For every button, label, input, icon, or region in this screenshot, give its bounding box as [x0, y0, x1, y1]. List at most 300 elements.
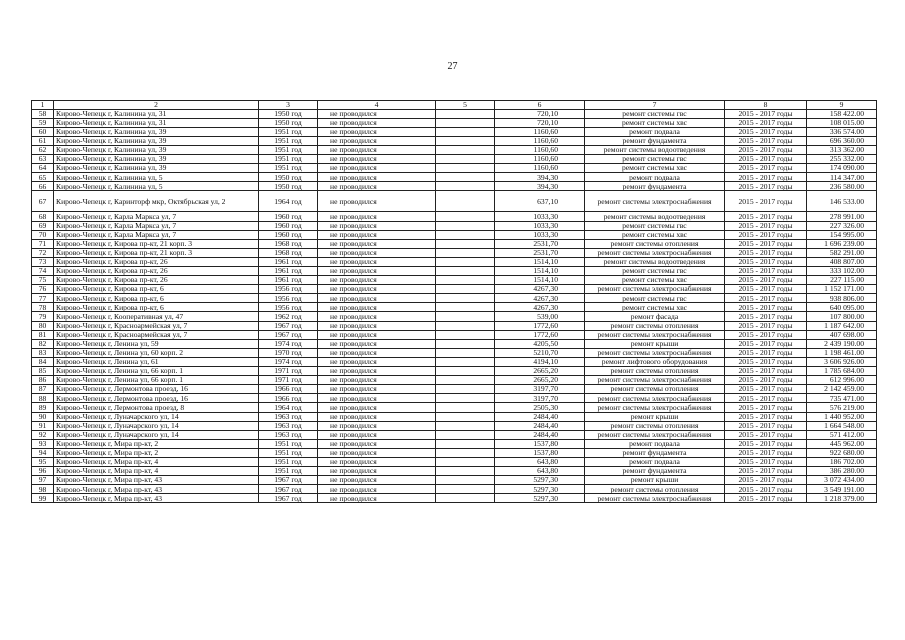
- table-row: [32, 118, 877, 127]
- work-type: ремонт системы электроснабжения: [585, 191, 725, 212]
- repair-cost: 336 574.00: [807, 127, 877, 136]
- build-year: 1951 год: [259, 164, 318, 173]
- row-number: 74: [32, 267, 54, 276]
- row-number: 77: [32, 294, 54, 303]
- work-type: ремонт системы отопления: [585, 321, 725, 330]
- total-area: 2505,30: [495, 403, 585, 412]
- build-year: 1956 год: [259, 285, 318, 294]
- row-number: 97: [32, 476, 54, 485]
- total-area: 4194,10: [495, 357, 585, 366]
- work-type: ремонт системы хвс: [585, 303, 725, 312]
- work-type: ремонт фундамента: [585, 448, 725, 457]
- build-year: 1974 год: [259, 357, 318, 366]
- build-year: 1950 год: [259, 173, 318, 182]
- blank-cell: [436, 173, 495, 182]
- repair-period: 2015 - 2017 годы: [725, 439, 807, 448]
- blank-cell: [436, 312, 495, 321]
- repair-period: 2015 - 2017 годы: [725, 485, 807, 494]
- build-year: 1967 год: [259, 494, 318, 503]
- address: Кирово-Чепецк г, Кирова пр-кт, 6: [54, 285, 259, 294]
- address: Кирово-Чепецк г, Карла Маркса ул, 7: [54, 230, 259, 239]
- repair-period: 2015 - 2017 годы: [725, 394, 807, 403]
- column-header: 8: [725, 101, 807, 110]
- total-area: 1033,30: [495, 212, 585, 221]
- repair-cost: 313 362.00: [807, 145, 877, 154]
- address: Кирово-Чепецк г, Кирова пр-кт, 6: [54, 294, 259, 303]
- last-repair-year: не проводился: [318, 212, 436, 221]
- repair-period: 2015 - 2017 годы: [725, 448, 807, 457]
- last-repair-year: не проводился: [318, 421, 436, 430]
- table-row: [32, 321, 877, 330]
- row-number: 86: [32, 376, 54, 385]
- row-number: 65: [32, 173, 54, 182]
- table-row: [32, 155, 877, 164]
- row-number: 78: [32, 303, 54, 312]
- last-repair-year: не проводился: [318, 330, 436, 339]
- repair-period: 2015 - 2017 годы: [725, 430, 807, 439]
- build-year: 1951 год: [259, 467, 318, 476]
- last-repair-year: не проводился: [318, 321, 436, 330]
- repair-period: 2015 - 2017 годы: [725, 239, 807, 248]
- repair-period: 2015 - 2017 годы: [725, 109, 807, 118]
- build-year: 1971 год: [259, 367, 318, 376]
- total-area: 2531,70: [495, 248, 585, 257]
- last-repair-year: не проводился: [318, 145, 436, 154]
- work-type: ремонт фундамента: [585, 136, 725, 145]
- table-row: [32, 494, 877, 503]
- blank-cell: [436, 412, 495, 421]
- repair-cost: 3 549 191.00: [807, 485, 877, 494]
- table-row: [32, 403, 877, 412]
- last-repair-year: не проводился: [318, 348, 436, 357]
- build-year: 1960 год: [259, 212, 318, 221]
- address: Кирово-Чепецк г, Кирова пр-кт, 21 корп. 3: [54, 248, 259, 257]
- row-number: 99: [32, 494, 54, 503]
- repair-cost: 582 291.00: [807, 248, 877, 257]
- blank-cell: [436, 430, 495, 439]
- repair-period: 2015 - 2017 годы: [725, 303, 807, 312]
- build-year: 1964 год: [259, 191, 318, 212]
- repair-cost: 3 606 926.00: [807, 357, 877, 366]
- table-row: [32, 276, 877, 285]
- repair-period: 2015 - 2017 годы: [725, 145, 807, 154]
- blank-cell: [436, 248, 495, 257]
- work-type: ремонт подвала: [585, 439, 725, 448]
- build-year: 1956 год: [259, 303, 318, 312]
- row-number: 72: [32, 248, 54, 257]
- table-row: [32, 267, 877, 276]
- repair-period: 2015 - 2017 годы: [725, 257, 807, 266]
- column-header: 5: [436, 101, 495, 110]
- address: Кирово-Чепецк г, Кирова пр-кт, 21 корп. 3: [54, 239, 259, 248]
- repair-period: 2015 - 2017 годы: [725, 312, 807, 321]
- build-year: 1967 год: [259, 330, 318, 339]
- last-repair-year: не проводился: [318, 494, 436, 503]
- row-number: 92: [32, 430, 54, 439]
- repair-cost: 154 995.00: [807, 230, 877, 239]
- blank-cell: [436, 230, 495, 239]
- build-year: 1967 год: [259, 485, 318, 494]
- blank-cell: [436, 421, 495, 430]
- blank-cell: [436, 448, 495, 457]
- blank-cell: [436, 155, 495, 164]
- work-type: ремонт системы отопления: [585, 239, 725, 248]
- total-area: 2665,20: [495, 367, 585, 376]
- table-row: [32, 127, 877, 136]
- work-type: ремонт фундамента: [585, 467, 725, 476]
- build-year: 1951 год: [259, 448, 318, 457]
- repair-period: 2015 - 2017 годы: [725, 230, 807, 239]
- total-area: 5297,30: [495, 485, 585, 494]
- last-repair-year: не проводился: [318, 467, 436, 476]
- blank-cell: [436, 221, 495, 230]
- table-row: [32, 439, 877, 448]
- repair-period: 2015 - 2017 годы: [725, 127, 807, 136]
- last-repair-year: не проводился: [318, 285, 436, 294]
- blank-cell: [436, 109, 495, 118]
- blank-cell: [436, 294, 495, 303]
- repair-cost: 1 152 171.00: [807, 285, 877, 294]
- last-repair-year: не проводился: [318, 118, 436, 127]
- work-type: ремонт крыши: [585, 339, 725, 348]
- row-number: 58: [32, 109, 54, 118]
- repair-period: 2015 - 2017 годы: [725, 248, 807, 257]
- repair-period: 2015 - 2017 годы: [725, 403, 807, 412]
- build-year: 1967 год: [259, 321, 318, 330]
- total-area: 643,80: [495, 457, 585, 466]
- build-year: 1951 год: [259, 145, 318, 154]
- last-repair-year: не проводился: [318, 448, 436, 457]
- repair-registry-table: [31, 100, 877, 503]
- table-row: [32, 457, 877, 466]
- build-year: 1967 год: [259, 476, 318, 485]
- table-body: [32, 101, 877, 503]
- work-type: ремонт системы электроснабжения: [585, 330, 725, 339]
- last-repair-year: не проводился: [318, 412, 436, 421]
- work-type: ремонт лифтового оборудования: [585, 357, 725, 366]
- last-repair-year: не проводился: [318, 164, 436, 173]
- row-number: 82: [32, 339, 54, 348]
- blank-cell: [436, 164, 495, 173]
- total-area: 2531,70: [495, 239, 585, 248]
- row-number: 87: [32, 385, 54, 394]
- column-header: 1: [32, 101, 54, 110]
- work-type: ремонт крыши: [585, 412, 725, 421]
- table-row: [32, 312, 877, 321]
- repair-period: 2015 - 2017 годы: [725, 376, 807, 385]
- build-year: 1951 год: [259, 439, 318, 448]
- work-type: ремонт системы хвс: [585, 276, 725, 285]
- blank-cell: [436, 136, 495, 145]
- table-row: [32, 467, 877, 476]
- build-year: 1963 год: [259, 430, 318, 439]
- last-repair-year: не проводился: [318, 136, 436, 145]
- blank-cell: [436, 403, 495, 412]
- repair-cost: 227 115.00: [807, 276, 877, 285]
- work-type: ремонт системы отопления: [585, 485, 725, 494]
- table-row: [32, 430, 877, 439]
- repair-period: 2015 - 2017 годы: [725, 330, 807, 339]
- table-row: [32, 136, 877, 145]
- repair-cost: 576 219.00: [807, 403, 877, 412]
- table-row: [32, 145, 877, 154]
- blank-cell: [436, 118, 495, 127]
- build-year: 1974 год: [259, 339, 318, 348]
- build-year: 1950 год: [259, 118, 318, 127]
- work-type: ремонт системы электроснабжения: [585, 394, 725, 403]
- row-number: 63: [32, 155, 54, 164]
- address: Кирово-Чепецк г, Мира пр-кт, 43: [54, 476, 259, 485]
- work-type: ремонт системы хвс: [585, 118, 725, 127]
- table-row: [32, 303, 877, 312]
- repair-cost: 114 347.00: [807, 173, 877, 182]
- blank-cell: [436, 367, 495, 376]
- row-number: 93: [32, 439, 54, 448]
- address: Кирово-Чепецк г, Мира пр-кт, 43: [54, 485, 259, 494]
- total-area: 720,10: [495, 118, 585, 127]
- total-area: 394,30: [495, 173, 585, 182]
- address: Кирово-Чепецк г, Мира пр-кт, 4: [54, 457, 259, 466]
- repair-cost: 735 471.00: [807, 394, 877, 403]
- repair-period: 2015 - 2017 годы: [725, 276, 807, 285]
- address: Кирово-Чепецк г, Калинина ул, 39: [54, 164, 259, 173]
- address: Кирово-Чепецк г, Мира пр-кт, 43: [54, 494, 259, 503]
- repair-period: 2015 - 2017 годы: [725, 476, 807, 485]
- build-year: 1961 год: [259, 257, 318, 266]
- work-type: ремонт подвала: [585, 127, 725, 136]
- work-type: ремонт системы электроснабжения: [585, 376, 725, 385]
- last-repair-year: не проводился: [318, 485, 436, 494]
- build-year: 1962 год: [259, 312, 318, 321]
- repair-cost: 146 533.00: [807, 191, 877, 212]
- blank-cell: [436, 303, 495, 312]
- row-number: 94: [32, 448, 54, 457]
- blank-cell: [436, 467, 495, 476]
- total-area: 1514,10: [495, 267, 585, 276]
- table-row: [32, 421, 877, 430]
- address: Кирово-Чепецк г, Луначарского ул, 14: [54, 412, 259, 421]
- last-repair-year: не проводился: [318, 457, 436, 466]
- last-repair-year: не проводился: [318, 339, 436, 348]
- last-repair-year: не проводился: [318, 109, 436, 118]
- build-year: 1951 год: [259, 136, 318, 145]
- work-type: ремонт системы водоотведения: [585, 145, 725, 154]
- table-row: [32, 164, 877, 173]
- table-row: [32, 230, 877, 239]
- repair-period: 2015 - 2017 годы: [725, 118, 807, 127]
- address: Кирово-Чепецк г, Кирова пр-кт, 26: [54, 267, 259, 276]
- row-number: 98: [32, 485, 54, 494]
- blank-cell: [436, 330, 495, 339]
- build-year: 1951 год: [259, 127, 318, 136]
- blank-cell: [436, 276, 495, 285]
- total-area: 1033,30: [495, 221, 585, 230]
- row-number: 60: [32, 127, 54, 136]
- address: Кирово-Чепецк г, Мира пр-кт, 4: [54, 467, 259, 476]
- address: Кирово-Чепецк г, Калинина ул, 5: [54, 173, 259, 182]
- repair-period: 2015 - 2017 годы: [725, 164, 807, 173]
- address: Кирово-Чепецк г, Калинина ул, 31: [54, 109, 259, 118]
- last-repair-year: не проводился: [318, 439, 436, 448]
- blank-cell: [436, 439, 495, 448]
- repair-cost: 227 326.00: [807, 221, 877, 230]
- table-row: [32, 191, 877, 212]
- repair-cost: 107 800.00: [807, 312, 877, 321]
- total-area: 1033,30: [495, 230, 585, 239]
- total-area: 3197,70: [495, 385, 585, 394]
- total-area: 1160,60: [495, 155, 585, 164]
- work-type: ремонт системы электроснабжения: [585, 348, 725, 357]
- build-year: 1956 год: [259, 294, 318, 303]
- table-row: [32, 182, 877, 191]
- table-row: [32, 385, 877, 394]
- table-row: [32, 248, 877, 257]
- total-area: 1514,10: [495, 276, 585, 285]
- blank-cell: [436, 476, 495, 485]
- repair-cost: 255 332.00: [807, 155, 877, 164]
- blank-cell: [436, 191, 495, 212]
- table-row: [32, 294, 877, 303]
- row-number: 69: [32, 221, 54, 230]
- blank-cell: [436, 182, 495, 191]
- address: Кирово-Чепецк г, Лермонтова проезд, 16: [54, 385, 259, 394]
- repair-period: 2015 - 2017 годы: [725, 421, 807, 430]
- address: Кирово-Чепецк г, Калинина ул, 39: [54, 155, 259, 164]
- row-number: 59: [32, 118, 54, 127]
- last-repair-year: не проводился: [318, 127, 436, 136]
- blank-cell: [436, 394, 495, 403]
- last-repair-year: не проводился: [318, 303, 436, 312]
- work-type: ремонт системы гвс: [585, 267, 725, 276]
- repair-period: 2015 - 2017 годы: [725, 457, 807, 466]
- address: Кирово-Чепецк г, Кирова пр-кт, 26: [54, 257, 259, 266]
- address: Кирово-Чепецк г, Калинина ул, 5: [54, 182, 259, 191]
- column-header: 4: [318, 101, 436, 110]
- build-year: 1951 год: [259, 457, 318, 466]
- last-repair-year: не проводился: [318, 248, 436, 257]
- table-row: [32, 285, 877, 294]
- column-header: 2: [54, 101, 259, 110]
- repair-cost: 386 280.00: [807, 467, 877, 476]
- row-number: 62: [32, 145, 54, 154]
- repair-period: 2015 - 2017 годы: [725, 467, 807, 476]
- address: Кирово-Чепецк г, Мира пр-кт, 2: [54, 448, 259, 457]
- row-number: 61: [32, 136, 54, 145]
- repair-cost: 696 360.00: [807, 136, 877, 145]
- blank-cell: [436, 357, 495, 366]
- row-number: 70: [32, 230, 54, 239]
- table-row: [32, 257, 877, 266]
- repair-cost: 3 072 434.00: [807, 476, 877, 485]
- repair-period: 2015 - 2017 годы: [725, 191, 807, 212]
- repair-cost: 108 015.00: [807, 118, 877, 127]
- last-repair-year: не проводился: [318, 376, 436, 385]
- blank-cell: [436, 457, 495, 466]
- repair-period: 2015 - 2017 годы: [725, 182, 807, 191]
- row-number: 76: [32, 285, 54, 294]
- repair-period: 2015 - 2017 годы: [725, 294, 807, 303]
- work-type: ремонт системы водоотведения: [585, 212, 725, 221]
- build-year: 1971 год: [259, 376, 318, 385]
- last-repair-year: не проводился: [318, 221, 436, 230]
- total-area: 4267,30: [495, 294, 585, 303]
- work-type: ремонт системы гвс: [585, 155, 725, 164]
- work-type: ремонт системы гвс: [585, 294, 725, 303]
- repair-cost: 938 806.00: [807, 294, 877, 303]
- total-area: 1537,80: [495, 439, 585, 448]
- row-number: 67: [32, 191, 54, 212]
- repair-cost: 1 785 684.00: [807, 367, 877, 376]
- total-area: 539,00: [495, 312, 585, 321]
- work-type: ремонт подвала: [585, 457, 725, 466]
- row-number: 96: [32, 467, 54, 476]
- row-number: 90: [32, 412, 54, 421]
- repair-period: 2015 - 2017 годы: [725, 221, 807, 230]
- column-number-row: [32, 101, 877, 110]
- address: Кирово-Чепецк г, Ленина ул, 66 корп. 1: [54, 367, 259, 376]
- work-type: ремонт системы отопления: [585, 421, 725, 430]
- table-row: [32, 357, 877, 366]
- repair-cost: 922 680.00: [807, 448, 877, 457]
- last-repair-year: не проводился: [318, 430, 436, 439]
- build-year: 1963 год: [259, 412, 318, 421]
- address: Кирово-Чепецк г, Кирова пр-кт, 26: [54, 276, 259, 285]
- table-row: [32, 394, 877, 403]
- address: Кирово-Чепецк г, Кирова пр-кт, 6: [54, 303, 259, 312]
- table-row: [32, 330, 877, 339]
- total-area: 5297,30: [495, 494, 585, 503]
- build-year: 1961 год: [259, 276, 318, 285]
- build-year: 1960 год: [259, 230, 318, 239]
- total-area: 1160,60: [495, 127, 585, 136]
- repair-period: 2015 - 2017 годы: [725, 494, 807, 503]
- work-type: ремонт фасада: [585, 312, 725, 321]
- last-repair-year: не проводился: [318, 403, 436, 412]
- total-area: 4267,30: [495, 303, 585, 312]
- total-area: 1160,60: [495, 164, 585, 173]
- address: Кирово-Чепецк г, Карла Маркса ул, 7: [54, 221, 259, 230]
- repair-cost: 186 702.00: [807, 457, 877, 466]
- repair-cost: 640 095.00: [807, 303, 877, 312]
- table-row: [32, 339, 877, 348]
- total-area: 2484,40: [495, 430, 585, 439]
- total-area: 3197,70: [495, 394, 585, 403]
- table-row: [32, 448, 877, 457]
- column-header: 3: [259, 101, 318, 110]
- last-repair-year: не проводился: [318, 173, 436, 182]
- column-header: 7: [585, 101, 725, 110]
- blank-cell: [436, 285, 495, 294]
- row-number: 79: [32, 312, 54, 321]
- row-number: 83: [32, 348, 54, 357]
- address: Кирово-Чепецк г, Карла Маркса ул, 7: [54, 212, 259, 221]
- column-header: 9: [807, 101, 877, 110]
- repair-period: 2015 - 2017 годы: [725, 385, 807, 394]
- last-repair-year: не проводился: [318, 276, 436, 285]
- repair-period: 2015 - 2017 годы: [725, 348, 807, 357]
- work-type: ремонт системы электроснабжения: [585, 494, 725, 503]
- repair-cost: 445 962.00: [807, 439, 877, 448]
- row-number: 88: [32, 394, 54, 403]
- total-area: 5297,30: [495, 476, 585, 485]
- table-row: [32, 412, 877, 421]
- work-type: ремонт системы электроснабжения: [585, 248, 725, 257]
- work-type: ремонт подвала: [585, 173, 725, 182]
- work-type: ремонт крыши: [585, 476, 725, 485]
- blank-cell: [436, 145, 495, 154]
- build-year: 1968 год: [259, 248, 318, 257]
- page-number: 27: [447, 61, 458, 72]
